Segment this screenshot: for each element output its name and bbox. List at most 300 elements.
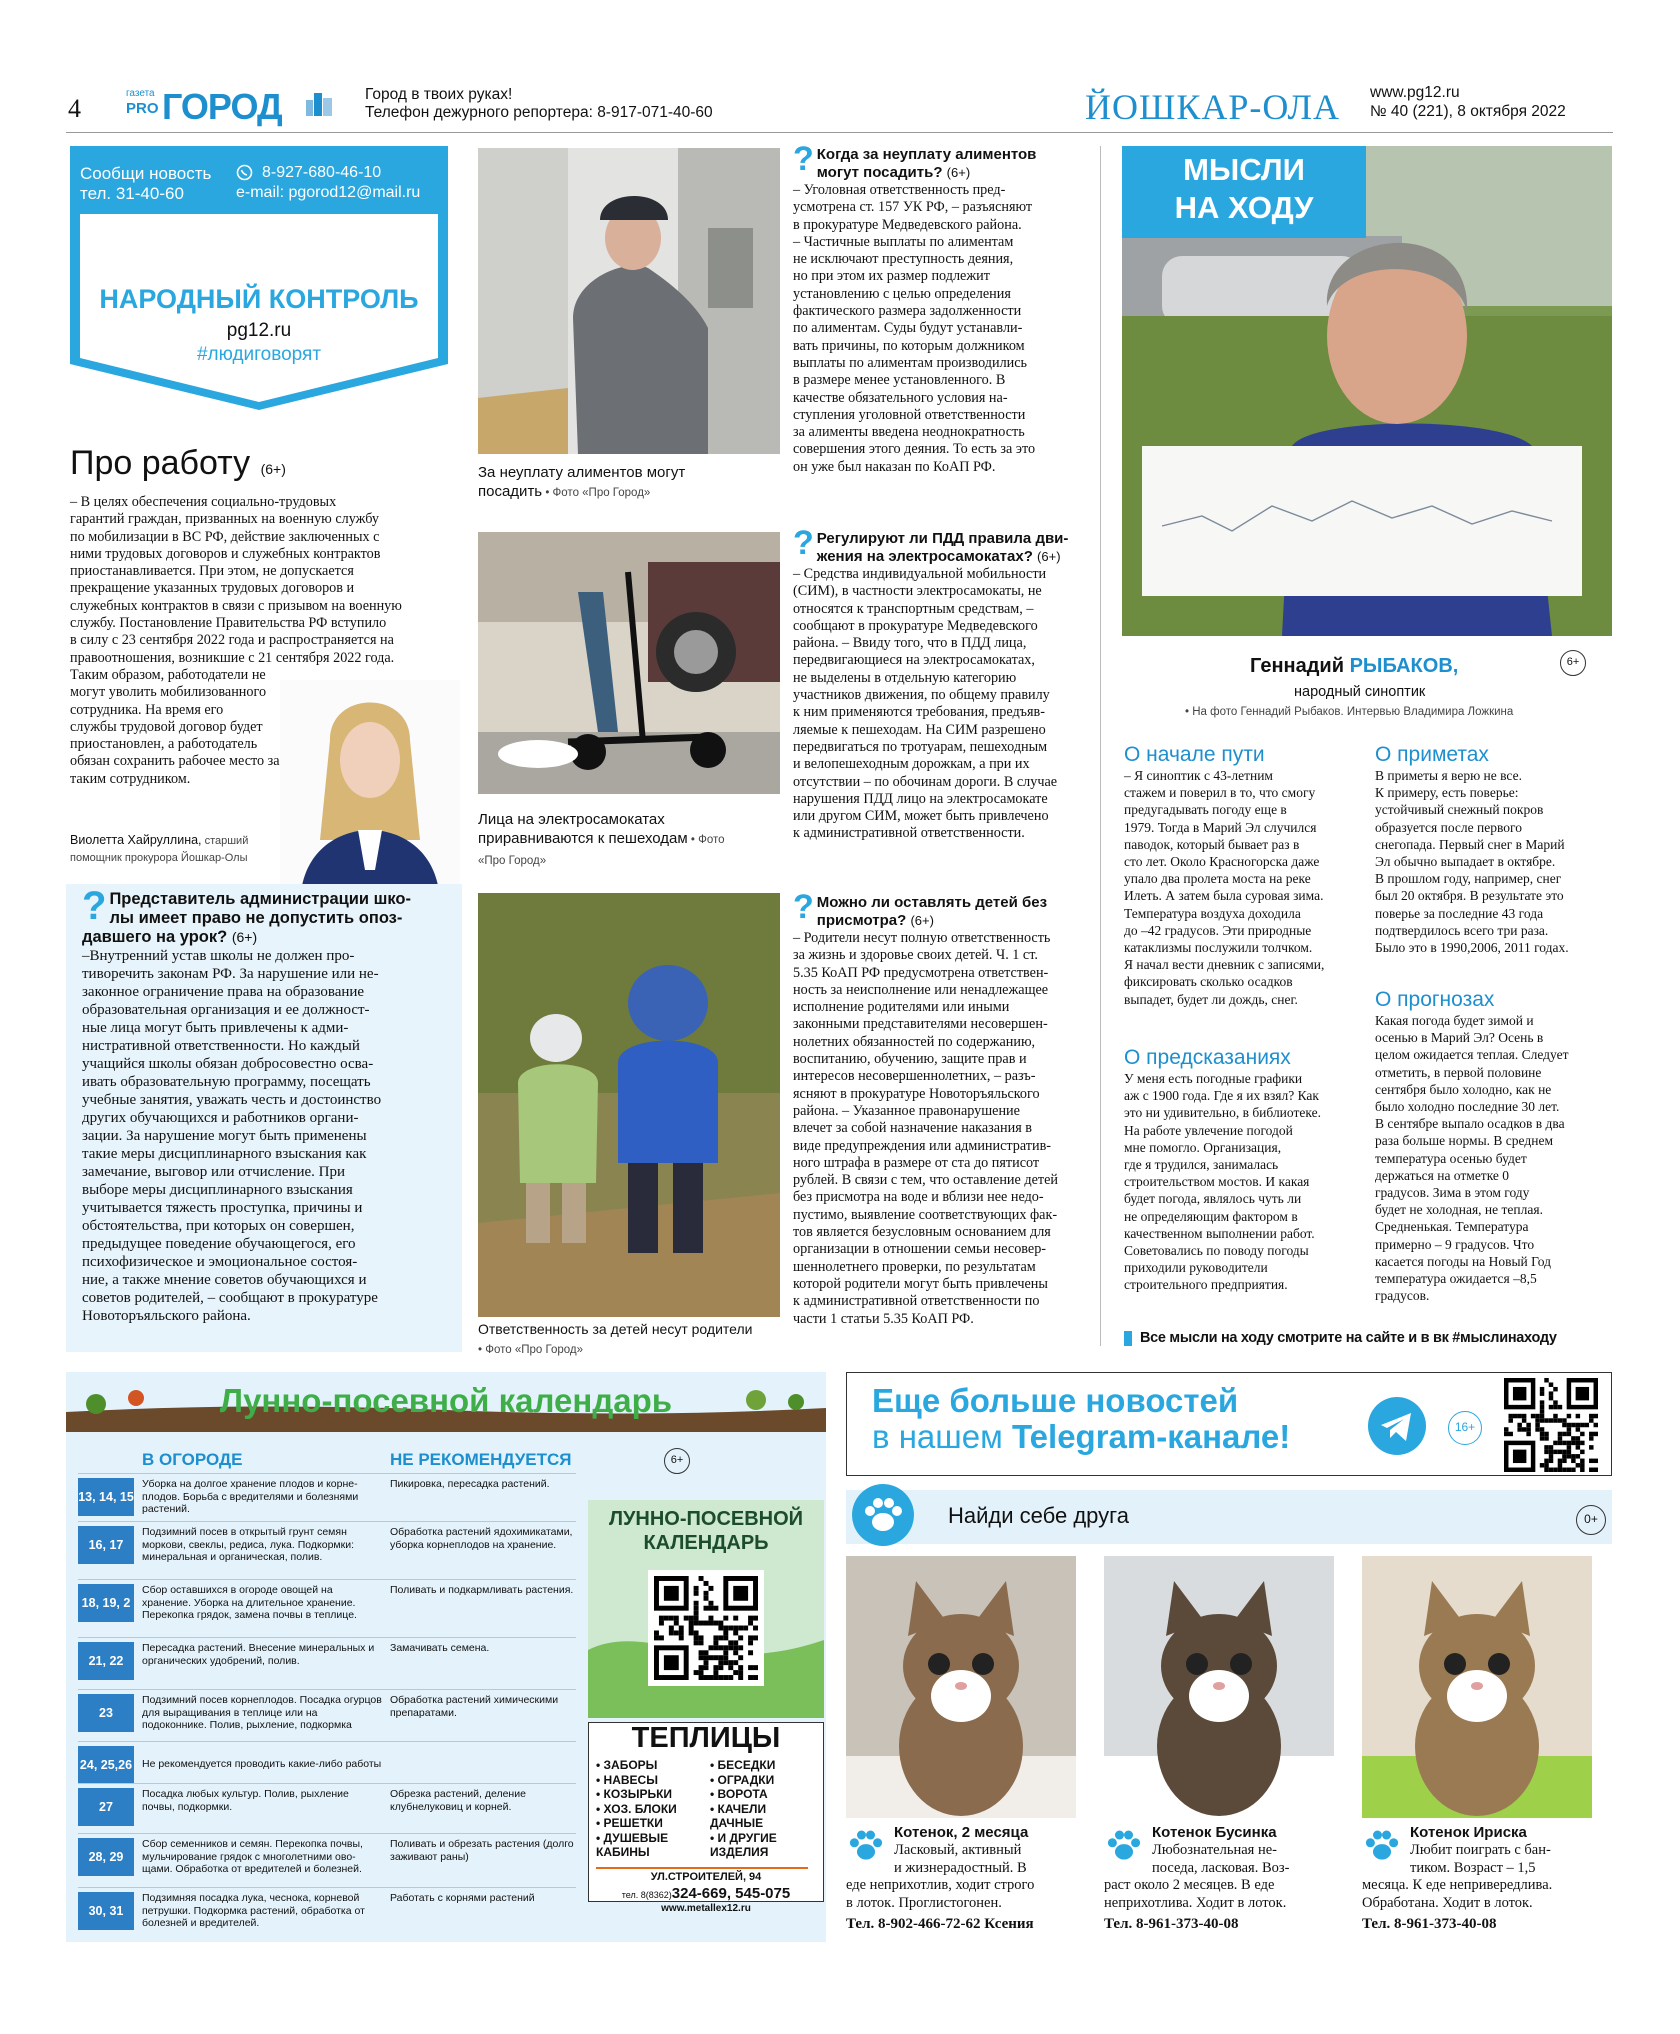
text-line: образовательная организация и ее должност- — [82, 1002, 370, 1018]
text-line: за жизнь и здоровье своих детей. Ч. 1 ст. — [793, 947, 1038, 964]
calendar-row-divider — [78, 1637, 576, 1638]
text-line: Средненькая. Температура — [1375, 1219, 1529, 1235]
text-line: предугадывать погоду еще в — [1124, 802, 1287, 818]
calendar-date: 23 — [78, 1694, 134, 1732]
text-line: служебных контрактов в связи с призывом на военную — [70, 597, 402, 614]
text-line: вать причины, по которым должником — [793, 337, 1025, 354]
text-line: участников движения, по общему правилу — [793, 687, 1050, 704]
text-line: Какая погода будет зимой и — [1375, 1013, 1534, 1028]
q-body — [793, 182, 1083, 476]
text-line: сотрудника. На время его — [70, 701, 224, 718]
pet-name: Котенок, 2 месяца — [894, 1824, 1029, 1841]
telegram-icon[interactable] — [1368, 1397, 1426, 1455]
text-line: (СИМ), в частности электросамокаты, не — [793, 583, 1042, 600]
text-line: исполнение родителями или иными — [793, 999, 1010, 1016]
text-line: • РЕШЕТКИ — [596, 1816, 663, 1830]
text-line: –Внутренний устав школы не должен про- — [82, 948, 355, 964]
calendar-recommended: Сбор семенников и семян. Перекопка почвы, мульчирование грядок с многолетними овощами. Обработка от вредителей и болезней. — [142, 1838, 363, 1875]
text-line: На работе увлечение погодой — [1124, 1122, 1293, 1138]
slogan: Город в твоих руках! — [365, 86, 513, 103]
logo-gorod: ГОРОД — [162, 86, 282, 127]
section-predictions — [1124, 1046, 1364, 1294]
text-line: • ЗАБОРЫ — [596, 1758, 658, 1772]
calendar-date: 21, 22 — [78, 1642, 134, 1680]
text-line: образуется после первого — [1375, 819, 1522, 835]
text-line: еде неприхотлив, ходит строго — [846, 1877, 1035, 1893]
text-line: температура ожидается –8,5 — [1375, 1271, 1537, 1287]
prosecutor-role: старший — [201, 835, 249, 847]
text-line: сто лет. Около Красногорска даже — [1124, 854, 1320, 870]
text-line: отсутствии – по обочинам дороги. В случае — [793, 773, 1058, 790]
scooter-question — [793, 524, 1083, 843]
text-line: будет не холодная, не теплая. — [1375, 1202, 1543, 1218]
text-line: Илеть. А затем была суровая зима. — [1124, 888, 1324, 904]
section-body — [1375, 767, 1620, 956]
text-line: шеннолетнего проверки, по результатам — [793, 1258, 1036, 1275]
text-line: – Частичные выплаты по алиментам — [793, 233, 1014, 250]
logo-gazeta: газета — [126, 88, 155, 99]
question-mark-icon: ? — [793, 888, 814, 926]
calendar-row — [78, 1694, 576, 1740]
text-line: установлению с целью определения — [793, 285, 1011, 302]
calendar-row — [78, 1746, 576, 1792]
prosecutor-caption — [70, 832, 285, 866]
text-line: к административной ответственности. — [793, 825, 1025, 842]
ad-list-left — [596, 1758, 704, 1860]
article-title: Про работу — [70, 444, 251, 482]
ad-title: ТЕПЛИЦЫ — [631, 1722, 781, 1754]
text-line: Было это в 1990,2006, 2011 годах. — [1375, 940, 1569, 956]
q-head-3: давшего на урок? — [82, 928, 228, 946]
text-line: это ни удивительно, в библиотеке. — [1124, 1105, 1321, 1121]
text-line: примерно – 9 градусов. Что — [1375, 1236, 1535, 1252]
alimony-caption — [478, 463, 780, 503]
age-rating: 6+ — [664, 1448, 690, 1474]
text-line: градусов. — [1375, 1288, 1430, 1304]
text-line: 5.35 КоАП РФ предусмотрена ответствен- — [793, 964, 1049, 981]
text-line: психофизическое и эмоциональное состоя- — [82, 1254, 358, 1270]
pet-card[interactable] — [846, 1556, 1092, 1936]
text-line: У меня есть погодные графики — [1124, 1071, 1303, 1086]
section-start — [1124, 743, 1364, 1008]
text-line: влечет за собой назначение наказания в — [793, 1120, 1033, 1137]
text-line: было холодно последние 30 лет. — [1375, 1099, 1560, 1115]
text-line: • ХОЗ. БЛОКИ — [596, 1801, 677, 1816]
text-line: таким сотрудником. — [70, 770, 191, 787]
text-line: зации. За нарушение могут быть применены — [82, 1128, 367, 1144]
calendar-recommended: Посадка любых культур. Полив, рыхление почвы, подкормки. — [142, 1788, 349, 1813]
text-line: передвигаться по тротуарам, пешеходным — [793, 738, 1048, 755]
text-line: за алименты введена неоднократность — [793, 424, 1025, 441]
calendar-date: 18, 19, 2 — [78, 1584, 134, 1622]
text-line: советов родителей, – сообщают в прокуратуре — [82, 1290, 378, 1306]
text-line: приостанавливается. При этом, не допускается — [70, 563, 354, 580]
pet-card[interactable] — [1362, 1556, 1608, 1936]
section-body — [1124, 1070, 1364, 1294]
pet-name: Котенок Бусинка — [1152, 1824, 1277, 1841]
calendar-row — [78, 1478, 576, 1524]
text-line: Любознательная не- — [1152, 1842, 1277, 1858]
city-icon — [304, 88, 334, 118]
scooter-photo — [478, 532, 780, 794]
calendar-row-divider — [78, 1833, 576, 1834]
calendar-not-recommended: Поливать и подкармливать растения. — [390, 1584, 574, 1596]
text-line: нистративной ответственности. Но каждый — [82, 1038, 360, 1054]
telegram-line-2a: в нашем — [872, 1418, 1012, 1455]
calendar-not-recommended: Обрезка растений, деление клубнелуковиц и корней. — [390, 1788, 526, 1813]
pet-card[interactable] — [1104, 1556, 1350, 1936]
text-line: Обработана. Ходит в лоток. — [1362, 1894, 1533, 1911]
text-line: или другом СИМ, может быть привлечено — [793, 808, 1049, 825]
text-line: учащийся школы обязан добросовестно осва- — [82, 1056, 374, 1072]
text-line: – В целях обеспечения социально-трудовых — [70, 494, 337, 510]
text-line: • КОЗЫРЬКИ — [596, 1787, 673, 1801]
box-title: НАРОДНЫЙ КОНТРОЛЬ — [99, 284, 419, 314]
alimony-photo — [478, 148, 780, 454]
caption-text: Ответственность за детей несут родители — [478, 1321, 753, 1337]
caption-text-2: приравниваются к пешеходам — [478, 830, 688, 847]
text-line: ные лица могут быть привлечены к адми- — [82, 1020, 349, 1036]
pet-phone[interactable]: Тел. 8-902-466-72-62 Ксения — [846, 1916, 1034, 1932]
age-rating: (6+) — [260, 461, 286, 477]
text-line: тиворечить законам РФ. За нарушение или не- — [82, 966, 379, 982]
badge-line-2: НА ХОДУ — [1174, 190, 1314, 225]
text-line: но при этом их размер подлежит — [793, 268, 990, 285]
section-title: О предсказаниях — [1124, 1046, 1291, 1069]
calendar-date: 16, 17 — [78, 1526, 134, 1564]
pet-phone[interactable]: Тел. 8-961-373-40-08 — [1362, 1916, 1497, 1932]
text-line: в лоток. Проглистогонен. — [846, 1894, 1002, 1911]
text-line: строительного предприятия. — [1124, 1277, 1288, 1293]
text-line: воспитанию, обучению, защите прав и — [793, 1051, 1027, 1068]
telegram-line-2b: Telegram-канале! — [1011, 1418, 1291, 1455]
qr-title-1: ЛУННО-ПОСЕВНОЙ — [608, 1508, 804, 1530]
text-line: не выделены в отдельную категорию — [793, 669, 1017, 686]
q-head-1: Регулируют ли ПДД правила дви- — [816, 530, 1069, 547]
calendar-recommended: Сбор оставшихся в огороде овощей на хранение. Уборка на длительное хранение. Перекопка грядок, замена почвы в теплице. — [142, 1584, 357, 1621]
q-head-2: присмотра? — [816, 912, 907, 929]
age-rating: (6+) — [231, 929, 258, 945]
calendar-col-a: В ОГОРОДЕ — [142, 1450, 243, 1469]
prosecutor-role-2: помощник прокурора Йошкар-Олы — [70, 852, 248, 864]
question-mark-icon: ? — [793, 524, 814, 562]
text-line: • БЕСЕДКИ — [710, 1758, 776, 1772]
text-line: организации в отношении семьи несовер- — [793, 1241, 1047, 1258]
text-line: ДАЧНЫЕ — [710, 1816, 764, 1830]
text-line: целом ожидается теплая. Следует — [1375, 1047, 1569, 1063]
news-box — [70, 146, 448, 416]
text-line: и жизнерадостный. В — [894, 1859, 1027, 1876]
text-line: – Средства индивидуальной мобильности — [793, 566, 1047, 582]
calendar-date: 30, 31 — [78, 1892, 134, 1930]
calendar-not-recommended: Работать с корнями растений — [390, 1892, 535, 1904]
calendar-not-recommended: Обработка растений ядохимикатами, уборка корнеплодов на хранение. — [390, 1526, 573, 1551]
interviewee-name — [1250, 655, 1458, 678]
text-line: • И ДРУГИЕ — [710, 1830, 777, 1845]
text-line: фактического размера задолженности — [793, 303, 1022, 320]
calendar-recommended: Пересадка растений. Внесение минеральных и органических удобрений, полив. — [142, 1642, 375, 1667]
text-line: температура осенью будет — [1375, 1150, 1527, 1166]
city-title: ЙОШКАР-ОЛА — [1085, 87, 1340, 127]
text-line: градусов. Зима в этом году — [1375, 1185, 1530, 1201]
text-line: – Родители несут полную ответственность — [793, 930, 1051, 946]
header-rule — [66, 132, 1613, 133]
calendar-not-recommended: Поливать и обрезать растения (долго заживают раны) — [390, 1838, 574, 1863]
age-rating: 6+ — [1560, 650, 1586, 676]
pet-photo — [846, 1556, 1076, 1818]
calendar-title: Лунно-посевной календарь — [219, 1382, 673, 1419]
badge-line-1: МЫСЛИ — [1183, 152, 1305, 187]
email-link[interactable]: e-mail: pgorod12@mail.ru — [236, 184, 421, 201]
text-line: • КАЧЕЛИ — [710, 1801, 767, 1816]
text-line: ступления уголовной ответственности — [793, 406, 1026, 423]
text-line: был 20 октября. В результате это — [1375, 888, 1564, 904]
q-body — [793, 930, 1083, 1328]
section-body — [1124, 767, 1364, 1008]
text-line: • НАВЕСЫ — [596, 1772, 658, 1787]
text-line: паводок, который бывает раз в — [1124, 836, 1300, 852]
calendar-date: 24, 25,26 — [78, 1746, 134, 1784]
text-line: части 1 статьи 5.35 КоАП РФ. — [793, 1310, 974, 1327]
pet-photo — [1104, 1556, 1334, 1818]
children-caption — [478, 1320, 780, 1360]
photo-credit: • Фото «Про Город» — [478, 1344, 583, 1356]
text-line: • ДУШЕВЫЕ — [596, 1830, 669, 1845]
question-mark-icon: ? — [82, 884, 107, 928]
text-line: поверье за последние 43 года — [1375, 905, 1544, 921]
q-body — [82, 947, 454, 1325]
photo-credit: • На фото Геннадий Рыбаков. Интервью Владимира Ложкина — [1185, 706, 1514, 718]
box-site[interactable]: pg12.ru — [226, 320, 292, 341]
text-line: катаклизмы послужили толчком. — [1124, 940, 1313, 956]
text-line: снегопада. Первый снег в Марий — [1375, 836, 1565, 852]
text-line: гарантий граждан, призванных на военную службу — [70, 511, 379, 528]
calendar-row-divider — [78, 1473, 576, 1474]
ad-phone-number: 324-669, 545-075 — [671, 1885, 791, 1902]
text-line: по алиментам. Суды будут устанавли- — [793, 320, 1023, 337]
calendar-row — [78, 1526, 576, 1572]
text-line: не исключают преступность деяния, — [793, 251, 1014, 268]
news-line-1: Сообщи новость — [80, 164, 212, 183]
q-head-1: Представитель администрации шко- — [109, 890, 411, 908]
text-line: выборе меры дисциплинарного взыскания — [82, 1182, 353, 1198]
calendar-qr-code[interactable] — [648, 1570, 764, 1686]
text-line: приостановлен, а работодатель — [70, 736, 258, 753]
text-line: сообщают в прокуратуре Медведевского — [793, 617, 1038, 634]
article-body-short — [70, 667, 310, 788]
scooter-caption — [478, 810, 780, 871]
text-line: касается погоды на Новый Год — [1375, 1253, 1551, 1269]
logo-pro: PRO — [126, 100, 159, 117]
text-line: ние, а также мнение советов обучающихся и — [82, 1272, 367, 1288]
ad-site[interactable]: www.metallex12.ru — [661, 1903, 751, 1914]
school-question — [82, 884, 454, 1325]
text-line: строительством мостов. И какая — [1124, 1174, 1310, 1190]
website: www.pg12.ru — [1370, 84, 1460, 101]
text-line: Температура воздуха доходила — [1124, 905, 1301, 921]
text-line: относятся к транспортным средствам, – — [793, 600, 1034, 617]
prosecutor-photo — [280, 680, 460, 906]
q-head-2: лы имеет право не допустить опоз- — [109, 909, 403, 927]
ad-rule — [596, 1867, 808, 1869]
calendar-date: 28, 29 — [78, 1838, 134, 1876]
caption-text: Лица на электросамокатах — [478, 811, 665, 828]
caption-text: За неуплату алиментов могут — [478, 464, 686, 481]
whatsapp-icon — [236, 164, 253, 181]
text-line: нарушения ПДД лицо на электросамокате — [793, 790, 1048, 807]
calendar-not-recommended: Обработка растений химическими препаратами. — [390, 1694, 559, 1719]
prosecutor-name: Виолетта Хайруллина, — [70, 833, 202, 847]
text-line: ность за неисполнение или ненадлежащее — [793, 981, 1049, 998]
text-line: К примеру, есть поверье: — [1375, 785, 1519, 801]
text-line: до –42 градусов. Эти природные — [1124, 922, 1312, 938]
mysli-footer-link[interactable]: Все мысли на ходу смотрите на сайте и в вк #мыслинаходу — [1140, 1330, 1557, 1346]
text-line: рублей. В связи с тем, что оставление детей — [793, 1172, 1058, 1189]
text-line: КАБИНЫ — [596, 1845, 650, 1859]
calendar-row-divider — [78, 1689, 576, 1690]
text-line: учебные занятия, уважать честь и достоинство — [82, 1092, 382, 1108]
text-line: учитывается тяжесть проступка, причины и — [82, 1200, 363, 1216]
text-line: неприхотлива. Ходит в лоток. — [1104, 1894, 1287, 1911]
text-line: он уже был наказан по КоАП РФ. — [793, 458, 996, 475]
ad-address: УЛ.СТРОИТЕЛЕЙ, 94 — [650, 1871, 762, 1883]
text-line: • ВОРОТА — [710, 1787, 768, 1801]
telegram-line-2 — [872, 1418, 1290, 1456]
text-line: Эл обычно выпадает в октябре. — [1375, 854, 1556, 870]
calendar-row — [78, 1838, 576, 1884]
age-rating: (6+) — [1037, 549, 1061, 564]
text-line: мне помогло. Организация, — [1124, 1139, 1282, 1155]
text-line: качественном выполнении работ. — [1124, 1225, 1315, 1241]
children-photo — [478, 893, 780, 1317]
text-line: ними трудовых договоров и служебных контрактов — [70, 545, 381, 562]
photo-credit: • Фото — [687, 834, 725, 846]
telegram-qr-code[interactable] — [1504, 1378, 1598, 1472]
text-line: предыдущее поведение обучающегося, его — [82, 1236, 356, 1252]
q-head-2: могут посадить? — [816, 164, 943, 181]
text-line: законными представителями несовершен- — [793, 1016, 1048, 1033]
text-line: устойчивый снежный покров — [1375, 802, 1544, 818]
children-question — [793, 888, 1083, 1328]
text-line: к административной ответственности по — [793, 1293, 1040, 1310]
text-line: – Я синоптик с 43-летним — [1124, 768, 1273, 783]
text-line: будет погода, являлось чуть ли — [1124, 1191, 1302, 1207]
calendar-row-divider — [78, 1783, 576, 1784]
text-line: службы трудовой договор будет — [70, 718, 263, 735]
pet-photo — [1362, 1556, 1592, 1818]
text-line: ного штрафа в размере от ста до пятисот — [793, 1154, 1040, 1171]
calendar-row-divider — [78, 1579, 576, 1580]
text-line: месяца. К еде непривередлива. — [1362, 1877, 1553, 1893]
column-rule — [1100, 146, 1101, 1346]
text-line: района. – Указанное правонарушение — [793, 1102, 1020, 1119]
text-line: пустимо, выявление соответствующих фак- — [793, 1206, 1058, 1223]
calendar-col-b: НЕ РЕКОМЕНДУЕТСЯ — [390, 1450, 572, 1469]
calendar-row — [78, 1892, 576, 1938]
text-line: держаться на отметке 0 — [1375, 1167, 1510, 1183]
pet-phone[interactable]: Тел. 8-961-373-40-08 — [1104, 1916, 1239, 1932]
age-rating: (6+) — [910, 913, 934, 928]
text-line: тов является безусловным основанием для — [793, 1224, 1051, 1241]
text-line: передвигающиеся на электросамокатах, — [793, 652, 1035, 669]
calendar-recommended: Подзимний посев в открытый грунт семян моркови, свеклы, редиса, лука. Подкормки: минеральная и органическая, полив. — [142, 1526, 355, 1563]
text-line: в силу с 23 сентября 2022 года и распространяется на — [70, 632, 394, 649]
pet-name: Котенок Ириска — [1410, 1824, 1527, 1841]
text-line: осенью в Марий Эл? Осень в — [1375, 1030, 1544, 1046]
text-line: фиксировать сколько осадков — [1124, 974, 1293, 990]
caption-text-2: посадить — [478, 483, 543, 500]
text-line: без присмотра на воде и вблизи нее недо- — [793, 1189, 1044, 1206]
calendar-row — [78, 1642, 576, 1688]
text-line: нолетних обязанностей по содержанию, — [793, 1033, 1036, 1050]
alimony-question — [793, 140, 1083, 476]
text-line: аж с 1900 года. Где я их взял? Как — [1124, 1088, 1319, 1104]
calendar-not-recommended: Пикировка, пересадка растений. — [390, 1478, 550, 1490]
q-head-2: жения на электросамокатах? — [816, 548, 1033, 565]
text-line: ИЗДЕЛИЯ — [710, 1845, 769, 1859]
text-line: упало два пролета моста на реке — [1124, 871, 1311, 887]
text-line: не определяющим фактором в — [1124, 1208, 1298, 1224]
page-number: 4 — [68, 94, 81, 123]
text-line: в размере менее установленного. В — [793, 372, 1006, 389]
text-line: Любит поиграть с бан- — [1410, 1842, 1551, 1858]
ad-list-right — [710, 1758, 818, 1860]
calendar-row — [78, 1584, 576, 1630]
box-hashtag[interactable]: #людиговорят — [196, 344, 322, 365]
whatsapp-number[interactable]: 8-927-680-46-10 — [262, 164, 382, 181]
section-title: О прогнозах — [1375, 988, 1495, 1011]
footer-marker-icon — [1124, 1331, 1132, 1346]
text-line: тиком. Возраст – 1,5 — [1410, 1859, 1536, 1876]
text-line: сентября было холодно, как не — [1375, 1081, 1552, 1097]
text-line: замечание, выговор или отчисление. При — [82, 1164, 346, 1180]
text-line: раза больше нормы. В среднем — [1375, 1133, 1553, 1149]
qr-title-2: КАЛЕНДАРЬ — [643, 1532, 769, 1554]
age-rating: 0+ — [1576, 1505, 1606, 1535]
pet-description — [1104, 1842, 1344, 1912]
pet-description — [846, 1842, 1086, 1912]
text-line: где я трудился, занималась — [1124, 1157, 1279, 1173]
text-line: совершения этого деяния. То есть за это — [793, 441, 1036, 458]
ad-phone — [588, 1885, 824, 1903]
page-header — [0, 0, 1680, 135]
calendar-row — [78, 1788, 576, 1834]
name-first: Геннадий — [1250, 655, 1345, 677]
text-line: раст около 2 месяцев. В еде — [1104, 1877, 1275, 1893]
text-line: виде предупреждения или административ- — [793, 1137, 1052, 1154]
text-line: к ним применяются требования, предъяв- — [793, 704, 1045, 721]
text-line: Ласковый, активный — [894, 1842, 1022, 1858]
text-line: по мобилизации в ВС РФ, действие заключенных с — [70, 528, 380, 545]
text-line: прекращение указанных трудовых договоров и — [70, 580, 355, 597]
text-line: которой родители могут быть привлечены — [793, 1275, 1048, 1292]
q-body — [793, 566, 1083, 843]
calendar-date: 27 — [78, 1788, 134, 1826]
calendar-recommended: Подзимняя посадка лука, чеснока, корневой петрушки. Подкормка растений, обработка от болезней и вредителей. — [142, 1892, 365, 1929]
question-mark-icon: ? — [793, 140, 814, 178]
text-line: выпадет, будет ли дождь, снег. — [1124, 991, 1298, 1007]
text-line: ляемые к пешеходам. На СИМ разрешено — [793, 721, 1046, 738]
text-line: • ОГРАДКИ — [710, 1772, 775, 1787]
text-line: Таким образом, работодатели не — [70, 667, 266, 683]
calendar-row-divider — [78, 1741, 576, 1742]
reporter-phone: Телефон дежурного репортера: 8-917-071-40-60 — [365, 104, 713, 121]
section-omens — [1375, 743, 1620, 956]
text-line: других обучающихся и работников органи- — [82, 1110, 359, 1126]
telegram-line-1: Еще больше новостей — [872, 1382, 1239, 1419]
text-line: службу. Постановление Правительства РФ вступило — [70, 615, 387, 632]
pet-description — [1362, 1842, 1602, 1912]
